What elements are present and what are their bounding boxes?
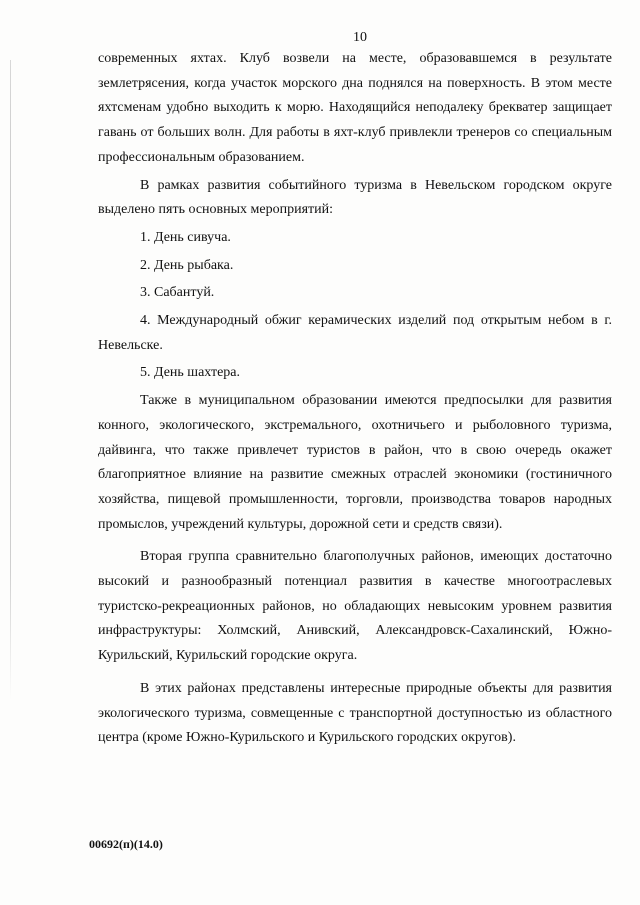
list-item: 1. День сивуча.	[140, 229, 231, 245]
list-item: 3. Сабантуй.	[140, 285, 215, 301]
paragraph-natural-objects: В этих районах представлены интересные природные объекты для развития экологического туризма, совмещенные с транспортной доступностью из областного центра (кроме Южно-Курильского и Курильского городских округов).	[98, 680, 612, 746]
page-number: 10	[353, 30, 367, 45]
paragraph-continuation: современных яхтах. Клуб возвели на месте, образовавшемся в результате землетрясения, когда участок морского дна поднялся на поверхность. В этом месте яхтсменам удобно выходить к морю. Находящийся неподалеку брекватер защищает гавань от больших волн. Для работы в яхт-клуб привлекли тренеров со специальным профессиональным образованием.	[98, 51, 612, 165]
list-item: 4. Международный обжиг керамических изделий под открытым небом в г. Невельске.	[98, 313, 612, 353]
paragraph-event-tourism: В рамках развития событийного туризма в Невельском городском округе выделено пять основных мероприятий:	[98, 177, 612, 218]
scan-edge-line	[10, 60, 11, 700]
events-list	[98, 226, 612, 386]
list-item: 2. День рыбака.	[140, 257, 234, 273]
paragraph-prerequisites: Также в муниципальном образовании имеются предпосылки для развития конного, экологического, экстремального, охотничьего и рыболовного туризма, дайвинга, что также привлечет туристов в район, что в свою очередь окажет благоприятное влияние на развитие смежных отраслей экономики (гостиничного хозяйства, пищевой промышленности, торговли, производства товаров народных промыслов, учреждений культуры, дорожной сети и средств связи).	[98, 393, 612, 532]
list-item: 5. День шахтера.	[140, 365, 241, 381]
document-body	[98, 47, 612, 751]
paragraph-second-group: Вторая группа сравнительно благополучных районов, имеющих достаточно высокий и разнообразный потенциал развития в качестве многоотраслевых туристско-рекреационных районов, но обладающих невысоким уровнем развития инфраструктуры: Холмский, Анивский, Александровск-Сахалинский, Южно-Курильский, Курильский городские округа.	[98, 549, 612, 664]
document-code: 00692(п)(14.0)	[89, 837, 163, 851]
